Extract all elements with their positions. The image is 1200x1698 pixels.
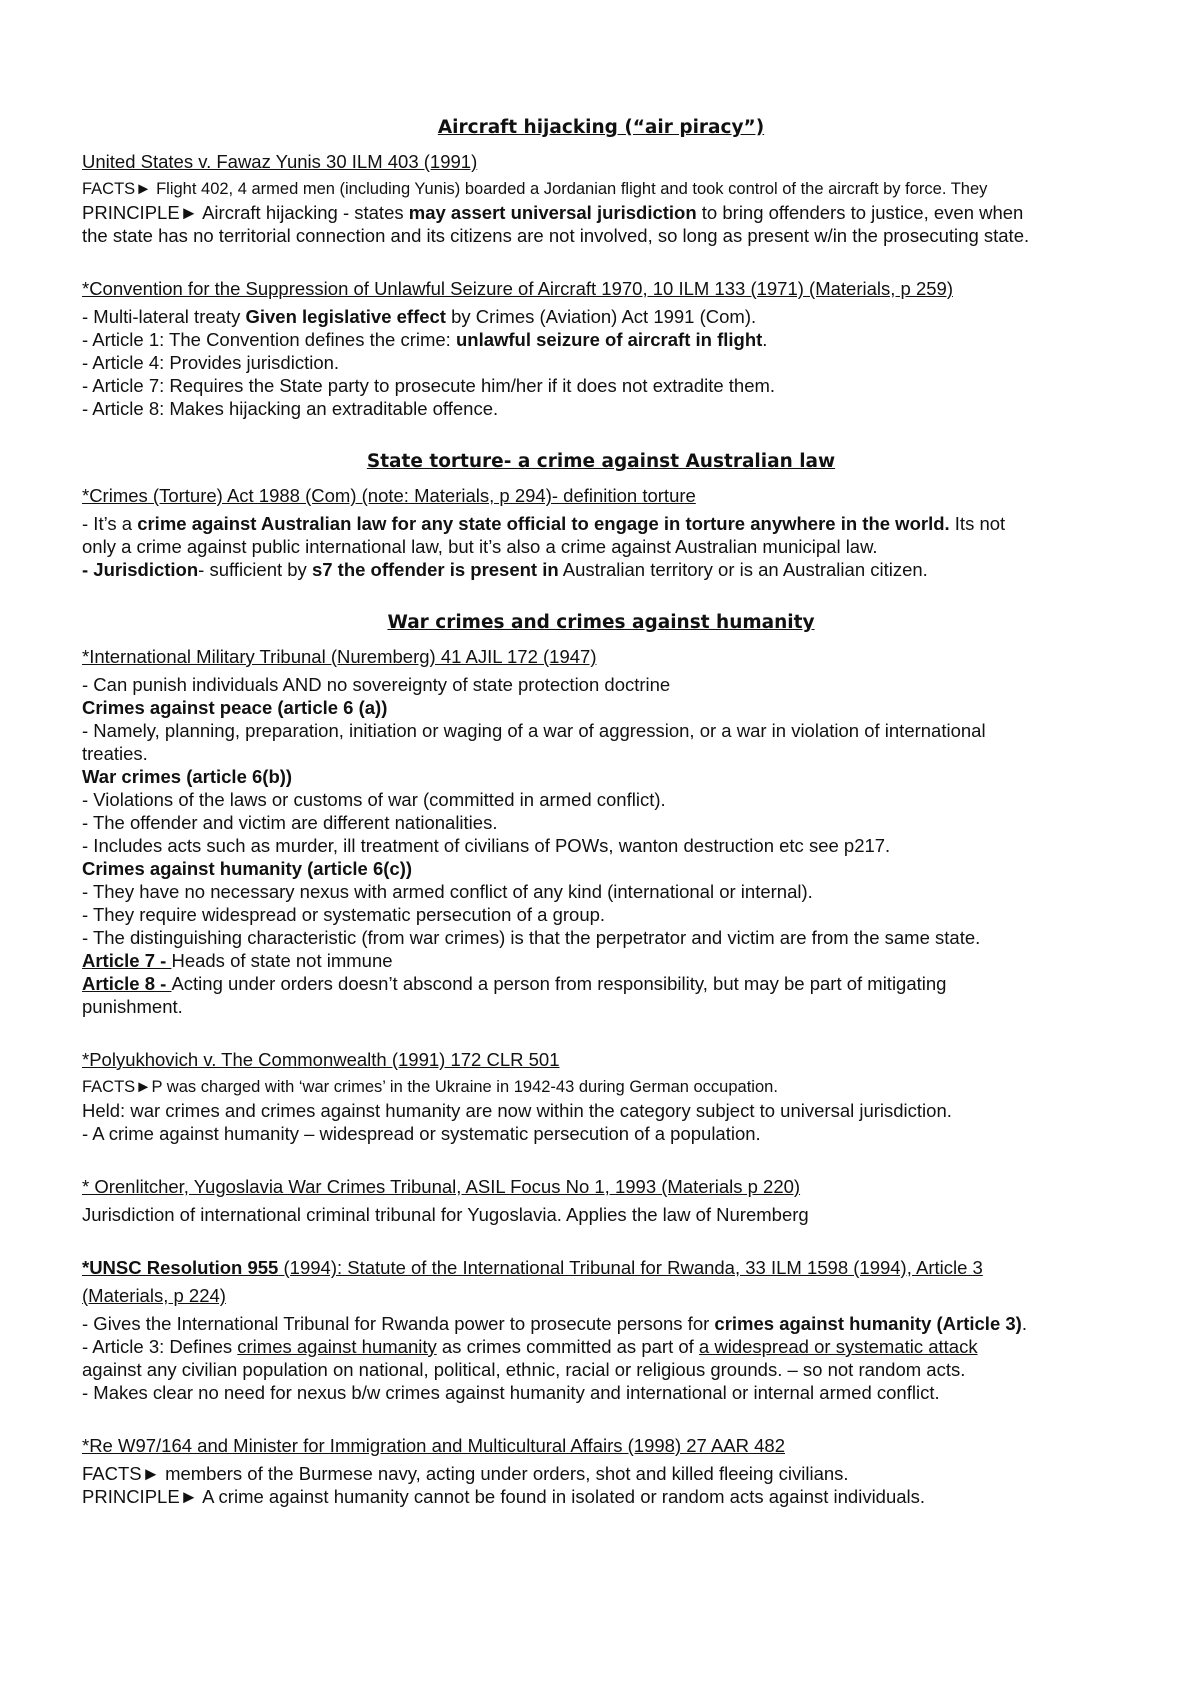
spacer (82, 247, 1120, 277)
text-span: Australian territory or is an Australian citizen. (558, 559, 928, 580)
text-span: as crimes committed as part of (436, 1336, 699, 1357)
nuremberg-line-1: - Can punish individuals AND no sovereignty of state protection doctrine (82, 674, 671, 695)
unsc-line-1 (82, 1312, 1120, 1335)
text-span: - Article 3: Defines (82, 1336, 238, 1357)
text-span: by Crimes (Aviation) Act 1991 (Com). (445, 306, 757, 327)
principle-yunis-cont: the state has no territorial connection and its citizens are not involved, so long as present w/in the prosecuting state. (82, 225, 1030, 246)
text-span: Its not (949, 513, 1006, 534)
principle-yunis (82, 201, 1120, 224)
bold-span: Article 7 - (82, 950, 172, 971)
convention-line-2 (82, 328, 1120, 351)
bold-span: Given legislative effect (245, 306, 446, 327)
unsc-line-4: - Makes clear no need for nexus b/w crimes against humanity and international or internal armed conflict. (82, 1382, 940, 1403)
nuremberg-line-9: - The distinguishing characteristic (from war crimes) is that the perpetrator and victim are from the same state. (82, 927, 981, 948)
nuremberg-heading-humanity: Crimes against humanity (article 6(c)) (82, 858, 413, 879)
text-span: - sufficient by (198, 559, 312, 580)
text-span: (1994): Statute of the International Tribunal for Rwanda, 33 ILM 1598 (1994), Article 3 (278, 1257, 983, 1278)
nuremberg-line-8: - They require widespread or systematic persecution of a group. (82, 904, 606, 925)
bold-span: may assert universal jurisdiction (408, 202, 697, 223)
case-title-orentlicher: * Orenlitcher, Yugoslavia War Crimes Tribunal, ASIL Focus No 1, 1993 (Materials p 220) (82, 1176, 801, 1197)
nuremberg-heading-war-crimes: War crimes (article 6(b)) (82, 766, 293, 787)
case-title-torture-act: *Crimes (Torture) Act 1988 (Com) (note: Materials, p 294)- definition torture (82, 485, 696, 506)
spacer (82, 420, 1120, 450)
bold-span: crime against Australian law for any state official to engage in torture anywhere in the world. (137, 513, 950, 534)
text-span: . (1021, 1313, 1027, 1334)
spacer (82, 1404, 1120, 1434)
nuremberg-line-2: - Namely, planning, preparation, initiation or waging of a war of aggression, or a war in violation of international (82, 720, 986, 741)
case-title-hague-convention: *Convention for the Suppression of Unlawful Seizure of Aircraft 1970, 10 ILM 133 (1971) (Materials, p 259) (82, 278, 953, 299)
section-title-aircraft-hijacking: Aircraft hijacking (“air piracy”) (437, 117, 765, 138)
case-title-nuremberg: *International Military Tribunal (Nuremberg) 41 AJIL 172 (1947) (82, 646, 597, 667)
case-title-polyukhovich: *Polyukhovich v. The Commonwealth (1991) 172 CLR 501 (82, 1049, 560, 1070)
spacer (82, 1226, 1120, 1256)
bold-span: s7 the offender is present in (311, 559, 559, 580)
text-span: - It’s a (82, 513, 138, 534)
convention-line-1 (82, 305, 1120, 328)
convention-line-5: - Article 8: Makes hijacking an extraditable offence. (82, 398, 499, 419)
section-title-state-torture: State torture- a crime against Australian law (366, 451, 836, 472)
nuremberg-line-7: - They have no necessary nexus with armed conflict of any kind (international or internal). (82, 881, 813, 902)
case-title-yunis: United States v. Fawaz Yunis 30 ILM 403 (1991) (82, 151, 478, 172)
unsc-line-3: against any civilian population on national, political, ethnic, racial or religious grounds. – so not random acts. (82, 1359, 966, 1380)
bold-span: Article 8 - (82, 973, 172, 994)
polyukhovich-line-2: - A crime against humanity – widespread or systematic persecution of a population. (82, 1123, 761, 1144)
nuremberg-article-8 (82, 972, 1120, 995)
nuremberg-line-6: - Includes acts such as murder, ill treatment of civilians of POWs, wanton destruction etc see p217. (82, 835, 891, 856)
facts-polyukhovich: FACTS►P was charged with ‘war crimes’ in the Ukraine in 1942-43 during German occupation. (82, 1078, 778, 1096)
nuremberg-line-4: - Violations of the laws or customs of war (committed in armed conflict). (82, 789, 666, 810)
text-span: to bring offenders to justice, even when (696, 202, 1024, 223)
nuremberg-heading-peace: Crimes against peace (article 6 (a)) (82, 697, 388, 718)
text-span: - Article 1: The Convention defines the crime: (82, 329, 456, 350)
case-title-re-w97: *Re W97/164 and Minister for Immigration and Multicultural Affairs (1998) 27 AAR 482 (82, 1435, 785, 1456)
orentlicher-line-1: Jurisdiction of international criminal tribunal for Yugoslavia. Applies the law of Nuremberg (82, 1204, 809, 1225)
torture-line-1 (82, 512, 1120, 535)
unsc-line-2 (82, 1335, 1120, 1358)
text-span: Heads of state not immune (171, 950, 393, 971)
case-title-unsc-955 (82, 1256, 1120, 1280)
text-span: - Multi-lateral treaty (82, 306, 246, 327)
spacer (82, 1145, 1120, 1175)
facts-re-w97: FACTS► members of the Burmese navy, acting under orders, shot and killed fleeing civilians. (82, 1463, 849, 1484)
case-title-unsc-955-cont: (Materials, p 224) (82, 1285, 226, 1306)
text-span: . (762, 329, 768, 350)
spacer (82, 581, 1120, 611)
nuremberg-article-7 (82, 949, 1120, 972)
text-span: Acting under orders doesn’t abscond a person from responsibility, but may be part of mitigating (171, 973, 947, 994)
torture-line-3 (82, 558, 1120, 581)
polyukhovich-line-1: Held: war crimes and crimes against humanity are now within the category subject to universal jurisdiction. (82, 1100, 952, 1121)
underlined-span: a widespread or systematic attack (698, 1336, 978, 1357)
principle-re-w97: PRINCIPLE► A crime against humanity cannot be found in isolated or random acts against individuals. (82, 1486, 926, 1507)
nuremberg-line-5: - The offender and victim are different nationalities. (82, 812, 498, 833)
facts-yunis: FACTS► Flight 402, 4 armed men (including Yunis) boarded a Jordanian flight and took control of the aircraft by force. They (82, 180, 988, 198)
text-span: PRINCIPLE► Aircraft hijacking - states (82, 202, 409, 223)
bold-span: unlawful seizure of aircraft in flight (455, 329, 763, 350)
bold-span: crimes against humanity (Article 3) (714, 1313, 1022, 1334)
bold-span: *UNSC Resolution 955 (82, 1257, 279, 1278)
bold-span: - Jurisdiction (82, 559, 199, 580)
torture-line-2: only a crime against public international law, but it’s also a crime against Australian municipal law. (82, 536, 878, 557)
convention-line-4: - Article 7: Requires the State party to prosecute him/her if it does not extradite them. (82, 375, 776, 396)
nuremberg-line-3: treaties. (82, 743, 148, 764)
convention-line-3: - Article 4: Provides jurisdiction. (82, 352, 340, 373)
underlined-span: crimes against humanity (237, 1336, 437, 1357)
spacer (82, 1018, 1120, 1048)
nuremberg-article-8-cont: punishment. (82, 996, 183, 1017)
section-title-war-crimes: War crimes and crimes against humanity (387, 612, 815, 633)
text-span: - Gives the International Tribunal for Rwanda power to prosecute persons for (82, 1313, 715, 1334)
